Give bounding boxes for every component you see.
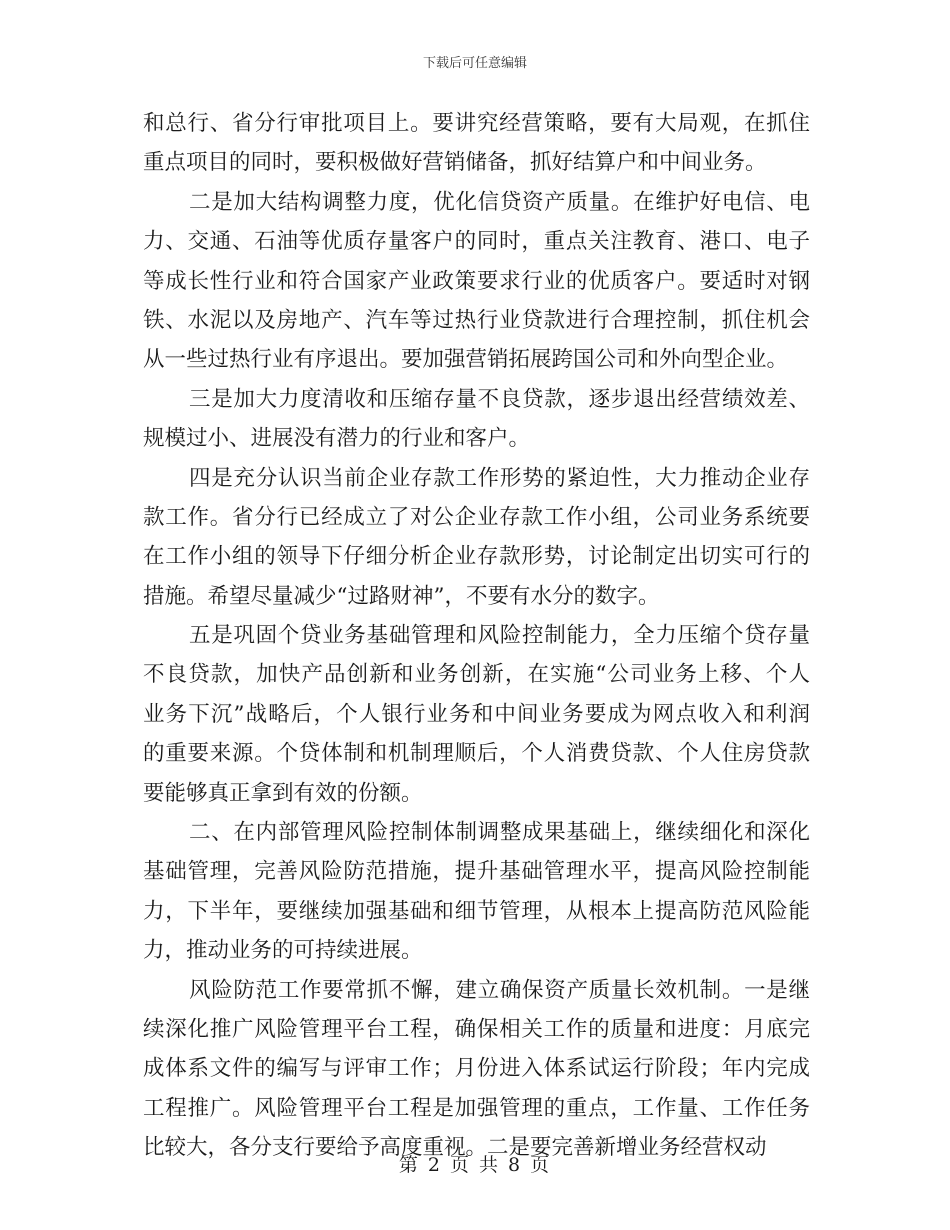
paragraph-start-line: 风险防范工作要常抓不懈，建立确保资产质量长效机制。一是继 — [189, 977, 810, 1003]
paragraph-start-line: 二、在内部管理风险控制体制调整成果基础上，继续细化和深化 — [189, 820, 810, 846]
text-line: 措施。希望尽量减少“过路财神”，不要有水分的数字。 — [143, 583, 660, 609]
text-line: 比较大，各分支行要给予高度重视。二是要完善新增业务经营权动 — [143, 1135, 767, 1161]
text-line: 等成长性行业和符合国家产业政策要求行业的优质客户。要适时对钢 — [143, 268, 810, 294]
text-line: 续深化推广风险管理平台工程，确保相关工作的质量和进度：月底完 — [143, 1016, 810, 1042]
text-line: 不良贷款，加快产品创新和业务创新，在实施“公司业务上移、个人 — [143, 662, 810, 688]
paragraph-start-line: 二是加大结构调整力度，优化信贷资产质量。在维护好电信、电 — [189, 189, 810, 215]
text-line: 和总行、省分行审批项目上。要讲究经营策略，要有大局观，在抓住 — [143, 111, 810, 136]
text-line: 在工作小组的领导下仔细分析企业存款形势，讨论制定出切实可行的 — [143, 544, 810, 570]
text-line: 力，推动业务的可持续进展。 — [143, 938, 423, 964]
page-number: 第 2 页 共 8 页 — [398, 1154, 552, 1176]
text-line: 力、交通、石油等优质存量客户的同时，重点关注教育、港口、电子 — [143, 229, 810, 255]
document-body — [143, 104, 810, 1168]
text-line: 业务下沉”战略后，个人银行业务和中间业务要成为网点收入和利润 — [143, 701, 810, 727]
text-line: 要能够真正拿到有效的份额。 — [143, 780, 423, 806]
paragraph-start-line: 三是加大力度清收和压缩存量不良贷款，逐步退出经营绩效差、 — [189, 386, 810, 412]
text-line: 从一些过热行业有序退出。要加强营销拓展跨国公司和外向型企业。 — [143, 347, 789, 373]
text-line: 力，下半年，要继续加强基础和细节管理，从根本上提高防范风险能 — [143, 898, 810, 924]
text-line: 成体系文件的编写与评审工作；月份进入体系试运行阶段；年内完成 — [143, 1056, 810, 1082]
text-line: 重点项目的同时，要积极做好营销储备，抓好结算户和中间业务。 — [143, 150, 767, 176]
text-line: 规模过小、进展没有潜力的行业和客户。 — [143, 426, 531, 452]
text-line: 铁、水泥以及房地产、汽车等过热行业贷款进行合理控制，抓住机会 — [143, 307, 810, 333]
text-line: 工程推广。风险管理平台工程是加强管理的重点，工作量、工作任务 — [143, 1095, 810, 1121]
text-line: 的重要来源。个贷体制和机制理顺后，个人消费贷款、个人住房贷款 — [143, 741, 810, 767]
text-line: 基础管理，完善风险防范措施，提升基础管理水平，提高风险控制能 — [143, 859, 810, 885]
page-header-note: 下载后可任意编辑 — [422, 56, 527, 71]
text-line: 款工作。省分行已经成立了对公企业存款工作小组，公司业务系统要 — [143, 504, 810, 530]
paragraph-start-line: 四是充分认识当前企业存款工作形势的紧迫性，大力推动企业存 — [189, 465, 810, 491]
paragraph-start-line: 五是巩固个贷业务基础管理和风险控制能力，全力压缩个贷存量 — [189, 623, 810, 649]
